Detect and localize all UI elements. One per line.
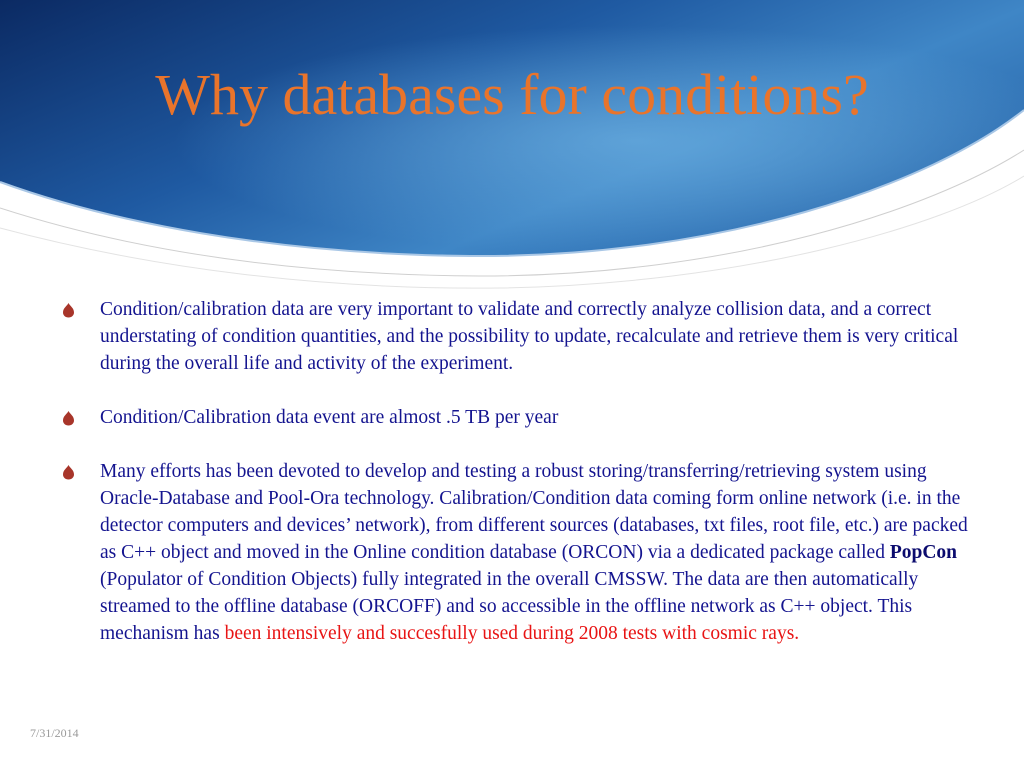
fleuron-bullet-icon — [62, 296, 76, 323]
highlighted-text: been intensively and succesfully used during 2008 tests with cosmic rays. — [224, 623, 800, 644]
fleuron-bullet-icon — [62, 458, 76, 485]
bullet-text-continued: (Populator of Condition Objects) fully integrated in the overall CMSSW. The data are then automatically streamed to the offline database (ORCOFF) and so accessible in the offline network as C++ object. This mechanism has — [100, 569, 919, 644]
slide-date: 7/31/2014 — [30, 726, 79, 740]
header-background — [0, 0, 1024, 300]
bullet-list — [62, 296, 982, 647]
fleuron-bullet-icon — [62, 404, 76, 431]
bullet-item — [62, 404, 982, 431]
bullet-text: Condition/Calibration data event are almost .5 TB per year — [100, 407, 559, 428]
bullet-item — [62, 296, 982, 377]
popcon-term: PopCon — [889, 542, 958, 563]
bullet-text: Many efforts has been devoted to develop and testing a robust storing/transferring/retrieving system using Oracle-Database and Pool-Ora technology. Calibration/Condition data coming form online network (i.e. in the detector computers and devices’ network), from different sources (databases, txt files, root file, etc.) are packed as C++ object and moved in the Online condition database (ORCON) via a dedicated package called — [100, 461, 968, 563]
slide-title: Why databases for conditions? — [155, 62, 869, 127]
bullet-item — [62, 458, 982, 647]
bullet-text: Condition/calibration data are very important to validate and correctly analyze collision data, and a correct understating of condition quantities, and the possibility to update, recalculate and retrieve them is very critical during the overall life and activity of the experiment. — [100, 299, 959, 374]
